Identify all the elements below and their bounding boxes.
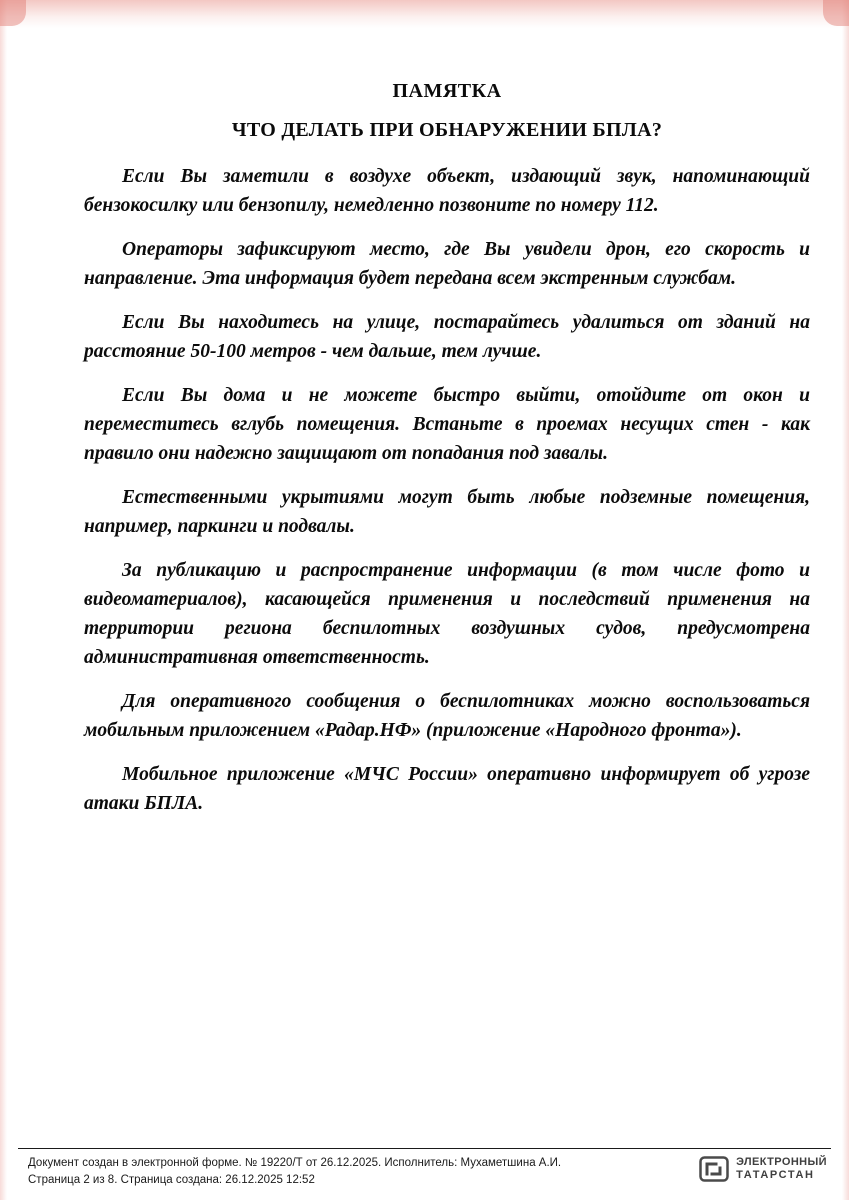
paragraph-at-home: Если Вы дома и не можете быстро выйти, отойдите от окон и переместитесь вглубь помещения. Встаньте в проемах несущих стен - как правило они надежно защищают от попадания под завалы. [84, 385, 810, 464]
paragraph-call-112: Если Вы заметили в воздухе объект, издающий звук, напоминающий бензокосилку или бензопилу, немедленно позвоните по номеру 112. [84, 166, 810, 216]
page-corner-tint-left [0, 0, 26, 26]
footer-logo-text-line1: ЭЛЕКТРОННЫЙ [736, 1156, 827, 1168]
document-body [84, 80, 810, 833]
document-title: ПАМЯТКА [392, 80, 502, 102]
footer-logo-text [736, 1156, 827, 1182]
footer-divider [18, 1148, 831, 1149]
page-edge-tint-right [842, 0, 849, 1200]
footer-meta-line2: Страница 2 из 8. Страница создана: 26.12.2025 12:52 [28, 1174, 315, 1186]
paragraph-shelters: Естественными укрытиями могут быть любые подземные помещения, например, паркинги и подвалы. [84, 487, 810, 537]
footer-logo [699, 1156, 827, 1182]
page-corner-tint-right [823, 0, 849, 26]
page-edge-tint-left [0, 0, 7, 1200]
electronic-tatarstan-logo-icon [699, 1156, 729, 1182]
paragraph-mchs-app: Мобильное приложение «МЧС России» оперативно информирует об угрозе атаки БПЛА. [84, 764, 810, 814]
paragraph-radar-nf-app: Для оперативного сообщения о беспилотниках можно воспользоваться мобильным приложением «Радар.НФ» (приложение «Народного фронта»). [84, 691, 810, 741]
page-edge-tint-top [0, 0, 849, 28]
document-footer [0, 1148, 849, 1200]
footer-meta [28, 1155, 561, 1189]
paragraph-publication-liability: За публикацию и распространение информации (в том числе фото и видеоматериалов), касающейся применения и последствий применения на территории региона беспилотных воздушных судов, предусмотрена административная ответственность. [84, 560, 810, 668]
paragraph-operators: Операторы зафиксируют место, где Вы увидели дрон, его скорость и направление. Эта информация будет передана всем экстренным службам. [84, 239, 810, 289]
footer-logo-text-line2: ТАТАРСТАН [736, 1169, 815, 1181]
document-subtitle: ЧТО ДЕЛАТЬ ПРИ ОБНАРУЖЕНИИ БПЛА? [231, 119, 663, 141]
paragraph-on-street: Если Вы находитесь на улице, постарайтесь удалиться от зданий на расстояние 50-100 метров - чем дальше, тем лучше. [84, 312, 810, 362]
footer-meta-line1: Документ создан в электронной форме. № 19220/Т от 26.12.2025. Исполнитель: Мухаметшина А.И. [28, 1157, 562, 1169]
